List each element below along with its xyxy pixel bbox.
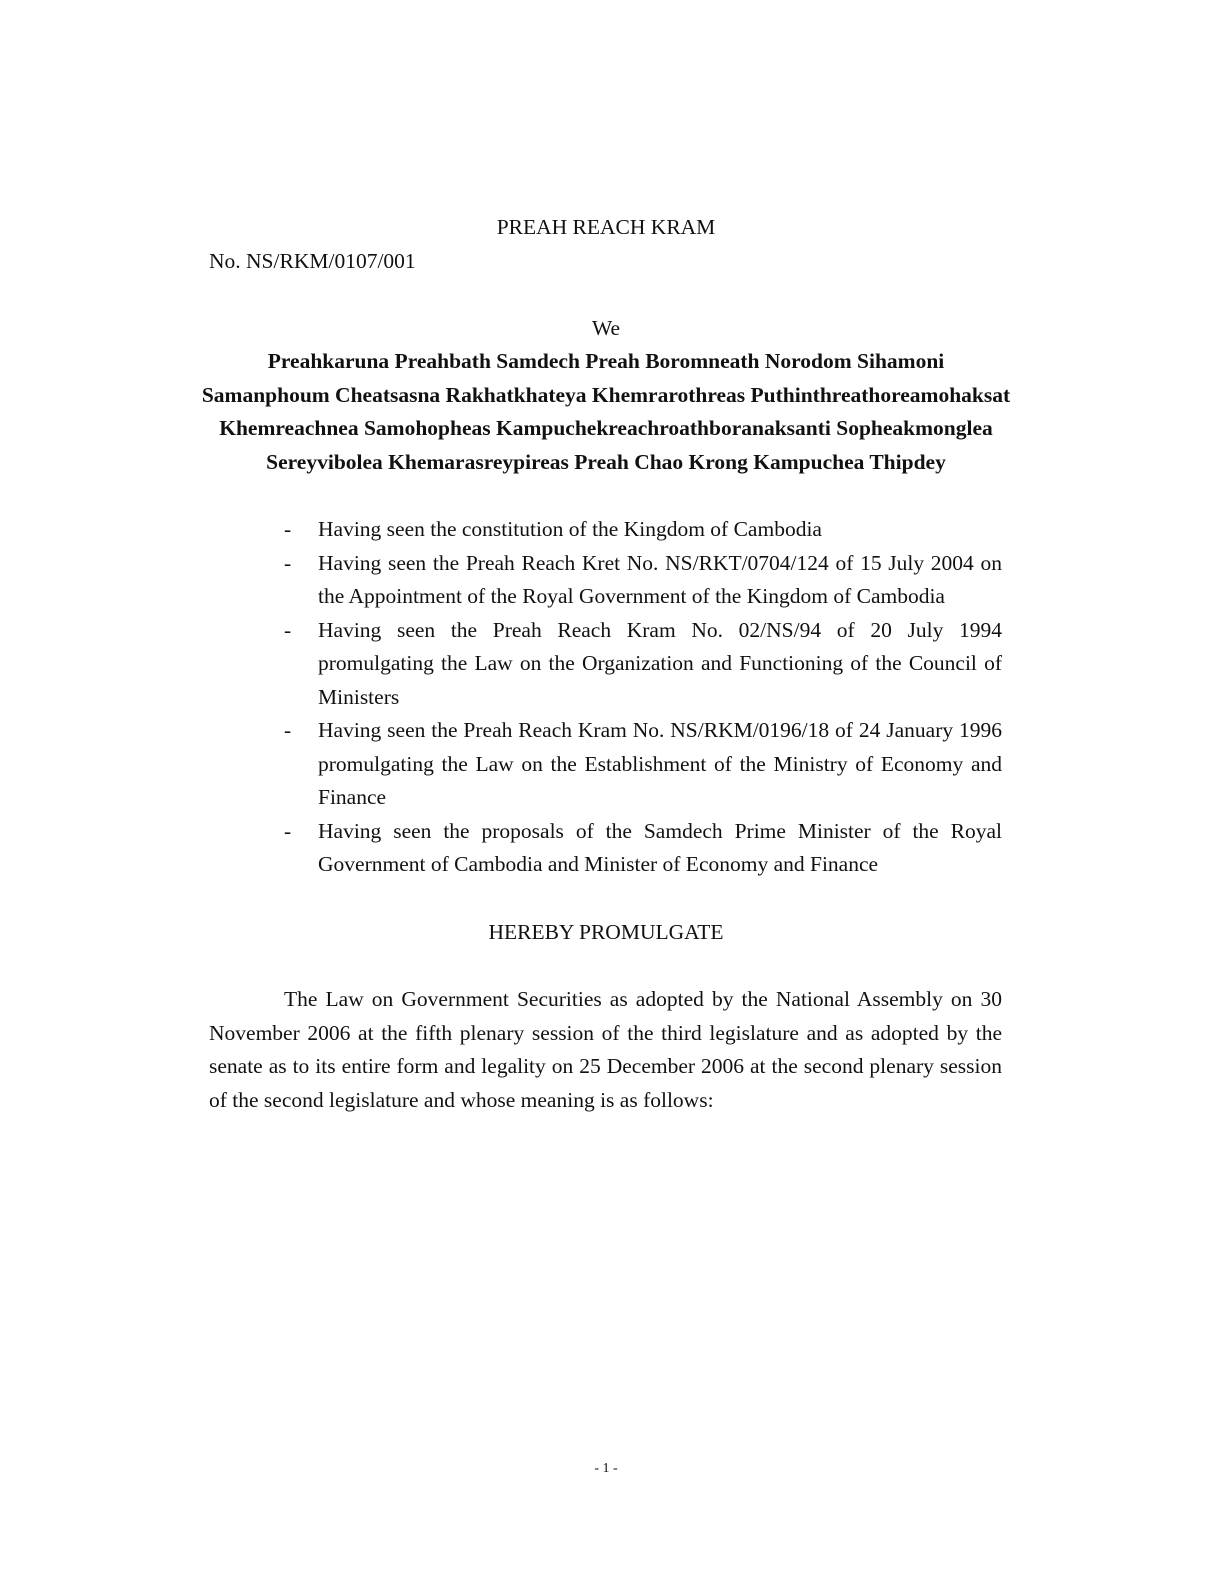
bullet-dash: - bbox=[284, 550, 292, 575]
royal-title-line: Preahkaruna Preahbath Samdech Preah Boromneath Norodom Sihamoni bbox=[267, 349, 945, 373]
document-heading: PREAH REACH KRAM bbox=[496, 215, 716, 239]
consideration-text: Having seen the Preah Reach Kret No. NS/RKT/0704/124 of 15 July 2004 on the Appointment of the Royal Government of the Kingdom of Cambodia bbox=[318, 550, 1002, 608]
reference-number: No. NS/RKM/0107/001 bbox=[209, 249, 416, 273]
consideration-item bbox=[280, 614, 1002, 715]
body-paragraph: The Law on Government Securities as adopted by the National Assembly on 30 November 2006 at the fifth plenary session of the third legislature and as adopted by the senate as to its entire form and legality on 25 December 2006 at the second plenary session of the second legislature and whose meaning is as follows: bbox=[209, 987, 1002, 1112]
page-number: - 1 - bbox=[594, 1461, 618, 1476]
royal-title-line: Sereyvibolea Khemarasreypireas Preah Chao Krong Kampuchea Thipdey bbox=[266, 449, 946, 474]
consideration-item bbox=[280, 513, 1002, 547]
consideration-text: Having seen the Preah Reach Kram No. 02/NS/94 of 20 July 1994 promulgating the Law on the Organization and Functioning of the Council of Ministers bbox=[318, 617, 1002, 709]
consideration-text: Having seen the Preah Reach Kram No. NS/RKM/0196/18 of 24 January 1996 promulgating the Law on the Establishment of the Ministry of Economy and Finance bbox=[318, 718, 1002, 809]
consideration-text: Having seen the proposals of the Samdech Prime Minister of the Royal Government of Cambodia and Minister of Economy and Finance bbox=[318, 818, 1002, 876]
promulgate-heading: HEREBY PROMULGATE bbox=[488, 920, 724, 944]
consideration-item bbox=[280, 547, 1002, 614]
consideration-item bbox=[280, 815, 1002, 882]
consideration-text: Having seen the constitution of the Kingdom of Cambodia bbox=[318, 517, 822, 541]
royal-title-line: Samanphoum Cheatsasna Rakhatkhateya Khemrarothreas Puthinthreathoreamohaksat bbox=[201, 382, 1011, 407]
royal-title-line: Khemreachnea Samohopheas Kampuchekreachroathboranaksanti Sopheakmonglea bbox=[219, 416, 993, 440]
bullet-dash: - bbox=[284, 718, 292, 742]
royal-title-block bbox=[150, 345, 1062, 479]
bullet-dash: - bbox=[284, 517, 292, 541]
considerations-list bbox=[280, 513, 1002, 882]
we-line: We bbox=[591, 316, 621, 340]
bullet-dash: - bbox=[284, 818, 292, 843]
consideration-item bbox=[280, 714, 1002, 815]
bullet-dash: - bbox=[284, 617, 292, 642]
